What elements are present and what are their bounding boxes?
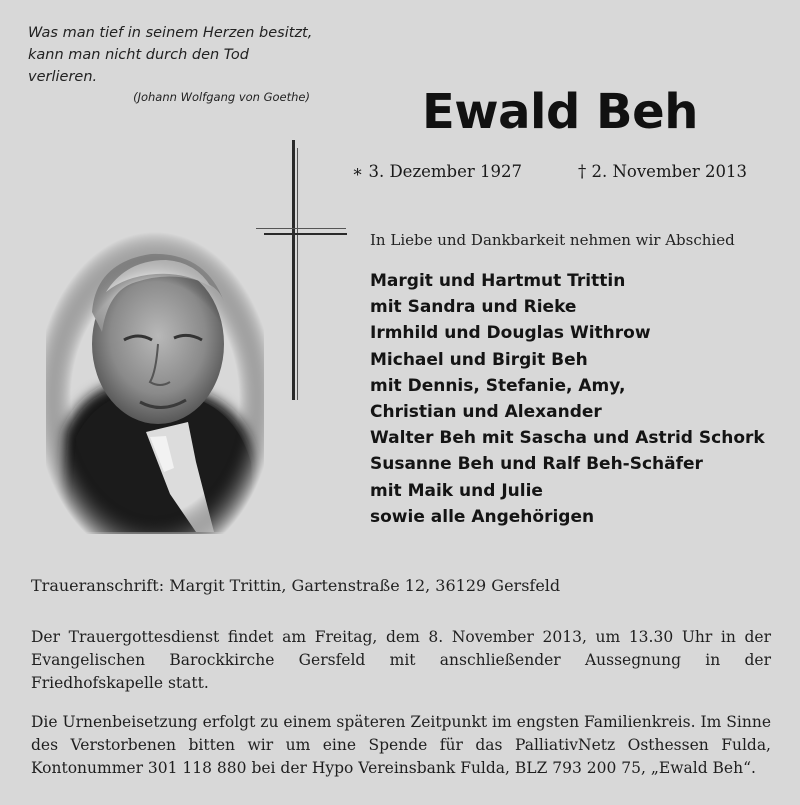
urn-burial-text: Die Urnenbeisetzung erfolgt zu einem späteren Zeitpunkt im engsten Familienkreis. Im Sinne des Verstorbenen bitten wir um eine Spende für das PalliativNetz Osthessen Fulda, Kontonummer 301 118 880 bei der Hypo Vereinsbank Fulda, BLZ 793 200 75, „Ewald Beh“. <box>31 713 771 777</box>
quote-line-1: Was man tief in seinem Herzen besitzt, <box>28 25 313 41</box>
mourner-line: Irmhild und Douglas Withrow <box>370 323 651 344</box>
mourner-line: mit Sandra und Rieke <box>370 297 577 318</box>
cross-horizontal-shadow <box>256 228 346 229</box>
birth-date: ∗ 3. Dezember 1927 <box>352 162 522 181</box>
quote-author: (Johann Wolfgang von Goethe) <box>133 90 310 104</box>
mourner-line: Michael und Birgit Beh <box>370 349 588 370</box>
funeral-service-text: Der Trauergottesdienst findet am Freitag, dem 8. November 2013, um 13.30 Uhr in der Evangelischen Barockkirche Gersfeld mit anschließender Aussegnung in der Friedhofskapelle statt. <box>31 628 771 692</box>
deceased-name: Ewald Beh <box>422 84 698 140</box>
death-date: † 2. November 2013 <box>578 162 748 181</box>
farewell-intro: In Liebe und Dankbarkeit nehmen wir Abschied <box>370 231 735 249</box>
mourner-line: Christian und Alexander <box>370 402 602 423</box>
cross-vertical-shadow <box>297 148 298 400</box>
mourner-line: Susanne Beh und Ralf Beh-Schäfer <box>370 454 703 475</box>
goethe-quote <box>28 22 318 106</box>
quote-line-2: kann man nicht durch den Tod verlieren. <box>28 47 249 85</box>
mourner-line: Margit und Hartmut Trittin <box>370 271 626 291</box>
mourner-line: mit Maik und Julie <box>370 480 543 501</box>
cross-vertical-bar <box>292 140 295 400</box>
mourners-list <box>370 268 765 530</box>
mourner-line: mit Dennis, Stefanie, Amy, <box>370 375 626 396</box>
mourner-line: Walter Beh mit Sascha und Astrid Schork <box>370 428 765 449</box>
mourning-address: Traueranschrift: Margit Trittin, Gartenstraße 12, 36129 Gersfeld <box>31 576 561 595</box>
portrait-photo <box>46 232 264 534</box>
mourner-line: sowie alle Angehörigen <box>370 506 595 527</box>
